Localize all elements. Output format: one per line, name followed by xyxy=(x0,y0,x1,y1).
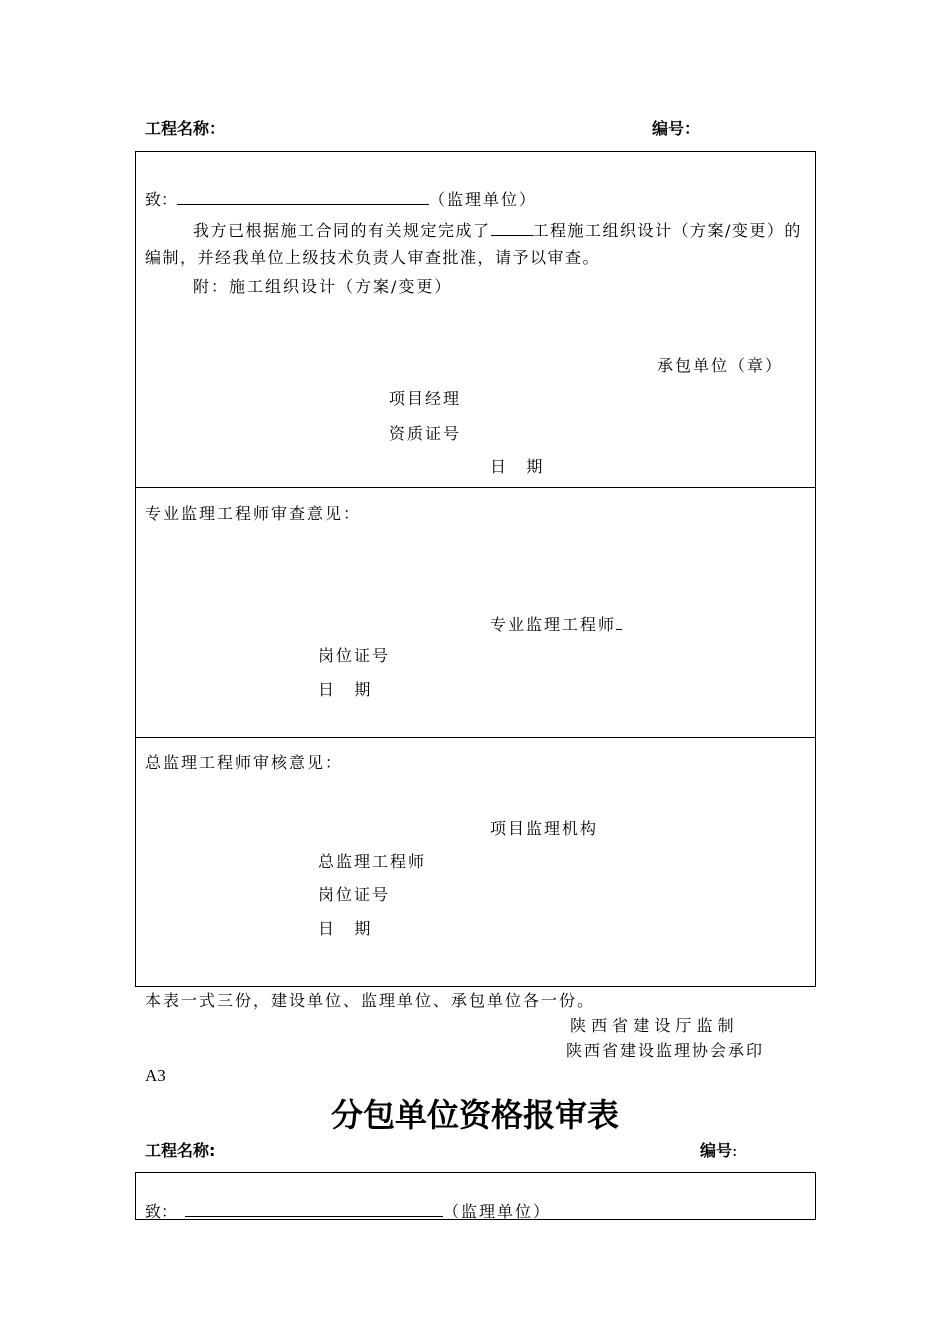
project-name-label: 工程名称: xyxy=(145,1141,216,1160)
qualification-no-label: 资质证号 xyxy=(389,424,462,443)
number-label: 编号： xyxy=(652,119,701,138)
chief-opinion-label: 总监理工程师审核意见： xyxy=(145,753,344,772)
date-label: 日 期 xyxy=(490,457,543,476)
number-label-group xyxy=(700,1141,737,1161)
submission-body xyxy=(145,217,810,271)
project-name-label: 工程名称： xyxy=(145,119,226,138)
supervisor-unit-suffix: （监理单位） xyxy=(429,190,538,209)
chief-engineer-label: 总监理工程师 xyxy=(318,852,427,871)
project-supervision-org-label: 项目监理机构 xyxy=(490,819,599,838)
number-colon: : xyxy=(732,1141,738,1160)
submission-body-part1: 我方已根据施工合同的有关规定完成了 xyxy=(193,221,491,240)
section-divider xyxy=(135,737,816,738)
to-label: 致： xyxy=(145,1202,178,1221)
attachment-note: 附：施工组织设计（方案/变更） xyxy=(193,277,453,296)
specialist-engineer-label: 专业监理工程师 xyxy=(490,613,622,635)
to-label: 致： xyxy=(145,190,178,209)
form-title: 分包单位资格报审表 xyxy=(330,1096,619,1134)
section-divider xyxy=(135,487,816,488)
supervisor-unit-blank xyxy=(185,1200,443,1217)
form-code: A3 xyxy=(145,1066,166,1085)
supervisor-unit-blank xyxy=(177,188,429,205)
post-cert-no-label: 岗位证号 xyxy=(318,646,391,665)
to-line xyxy=(145,1200,551,1222)
supervisor-unit-suffix: （监理单位） xyxy=(443,1202,552,1221)
date-label: 日 期 xyxy=(318,680,371,699)
post-cert-no-label: 岗位证号 xyxy=(318,885,391,904)
project-manager-label: 项目经理 xyxy=(389,389,462,408)
number-label: 编号 xyxy=(700,1141,733,1160)
contractor-seal-label: 承包单位（章） xyxy=(657,356,784,375)
footer-copies-note: 本表一式三份，建设单位、监理单位、承包单位各一份。 xyxy=(145,991,596,1010)
footer-print: 陕西省建设监理协会承印 xyxy=(566,1041,765,1060)
project-blank xyxy=(491,219,533,236)
to-line xyxy=(145,188,537,210)
submission-body-part2: 工程施工组织设计（方案/变更）的编制，并经我单位上级技术负责人审查批准，请予以审查。 xyxy=(145,221,802,267)
engineer-opinion-label: 专业监理工程师审查意见： xyxy=(145,504,362,523)
footer-supervise: 陕 西 省 建 设 厅 监 制 xyxy=(570,1016,734,1035)
date-label: 日 期 xyxy=(318,919,371,938)
